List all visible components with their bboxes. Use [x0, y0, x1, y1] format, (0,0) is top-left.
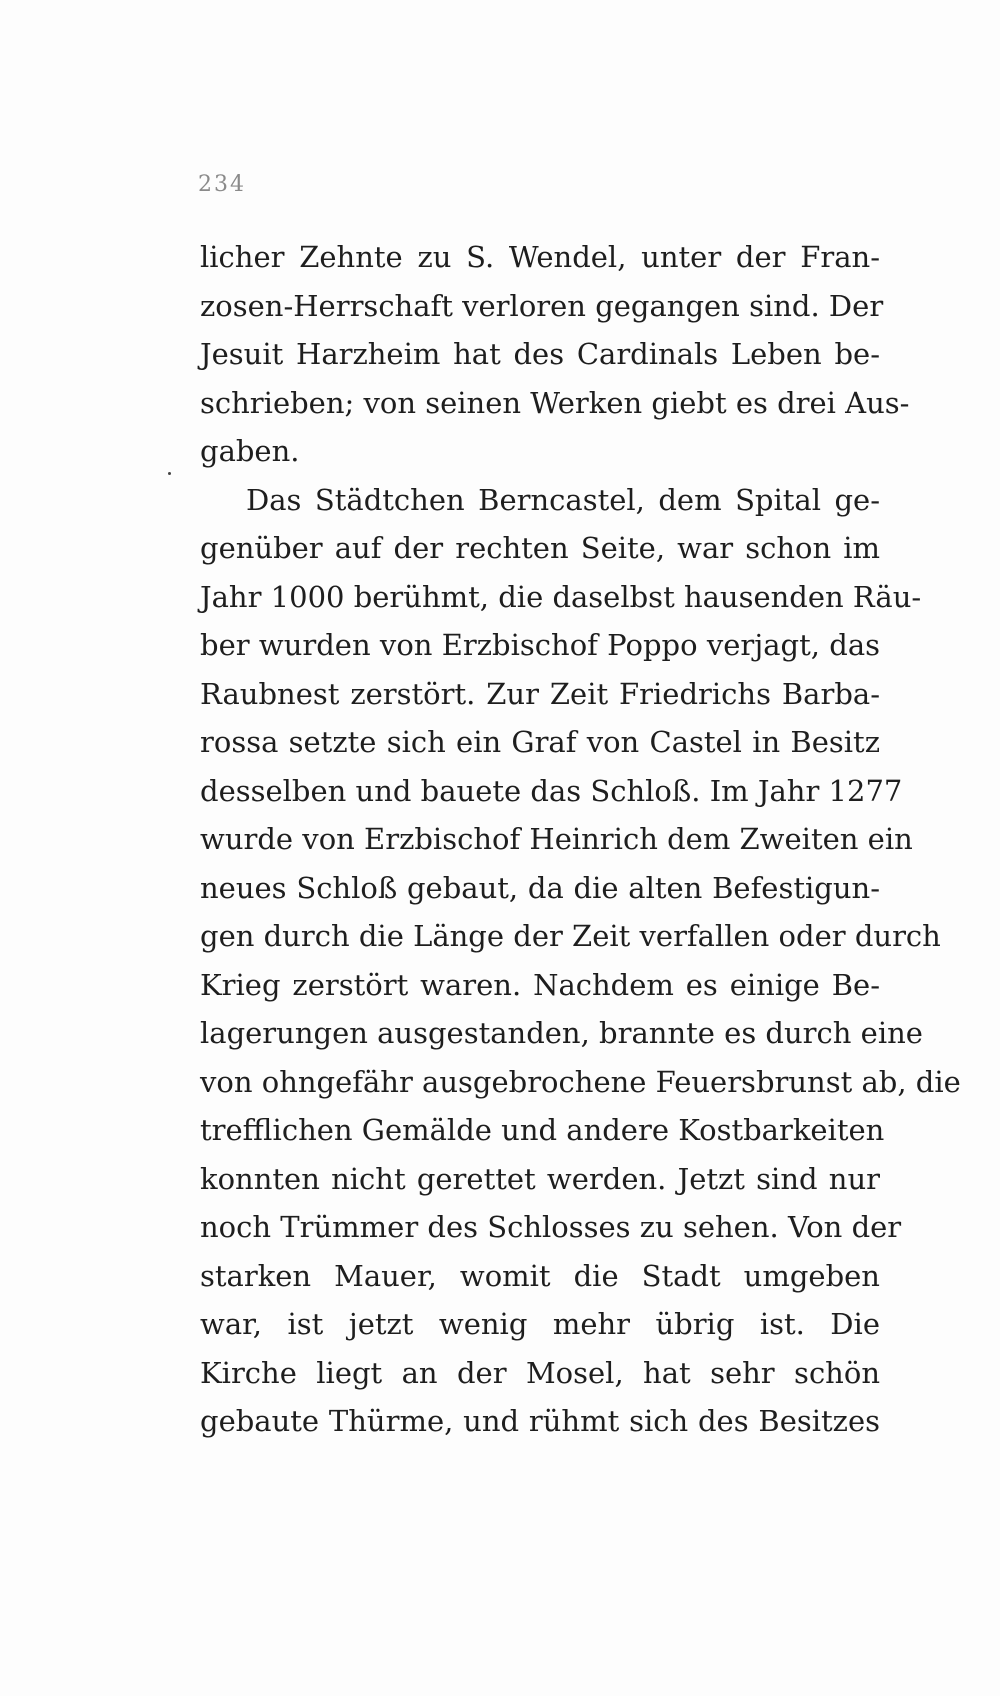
text-line: von ohngefähr ausgebrochene Feuersbrunst ab, die	[200, 1064, 961, 1099]
text-line: zosen-Herrschaft verloren gegangen sind. Der	[200, 288, 884, 323]
text-line: rossa setzte sich ein Graf von Castel in Besitz	[200, 725, 880, 759]
text-line: genüber auf der rechten Seite, war schon im	[200, 531, 880, 565]
text-line: starken Mauer, womit die Stadt umgeben	[200, 1258, 880, 1293]
text-line: konnten nicht gerettet werden. Jetzt sind nur	[200, 1161, 880, 1196]
text-line: neues Schloß gebaut, da die alten Befestigun-	[200, 870, 880, 905]
text-line: noch Trümmer des Schlosses zu sehen. Von der	[200, 1210, 902, 1244]
text-line: schrieben; von seinen Werken giebt es drei Aus-	[200, 385, 910, 420]
text-line: gaben.	[200, 434, 300, 468]
text-line: desselben und bauete das Schloß. Im Jahr 1277	[200, 773, 903, 808]
ink-speck	[168, 472, 171, 475]
text-line: Raubnest zerstört. Zur Zeit Friedrichs Barba-	[200, 676, 880, 711]
text-line: Jahr 1000 berühmt, die daselbst hausenden Räu-	[200, 579, 922, 614]
body-text	[200, 233, 961, 1446]
text-line: lagerungen ausgestanden, brannte es durch eine	[200, 1016, 923, 1050]
text-line: Kirche liegt an der Mosel, hat sehr schön	[200, 1355, 880, 1390]
text-line: wurde von Erzbischof Heinrich dem Zweiten ein	[200, 822, 913, 856]
text-line: trefflichen Gemälde und andere Kostbarkeiten	[200, 1113, 885, 1147]
text-line: Das Städtchen Berncastel, dem Spital ge-	[246, 482, 880, 517]
page-number: 234	[198, 172, 246, 197]
text-line: licher Zehnte zu S. Wendel, unter der Fran-	[200, 240, 880, 274]
text-line: Krieg zerstört waren. Nachdem es einige Be-	[200, 967, 880, 1002]
text-line: gebaute Thürme, und rühmt sich des Besitzes	[200, 1404, 880, 1438]
text-line: war, ist jetzt wenig mehr übrig ist. Die	[200, 1307, 880, 1341]
text-line: gen durch die Länge der Zeit verfallen oder durch	[200, 919, 941, 953]
paragraph-2	[200, 476, 961, 1446]
text-line: Jesuit Harzheim hat des Cardinals Leben be-	[200, 337, 880, 371]
paragraph-1	[200, 233, 910, 476]
text-line: ber wurden von Erzbischof Poppo verjagt, das	[200, 628, 880, 662]
